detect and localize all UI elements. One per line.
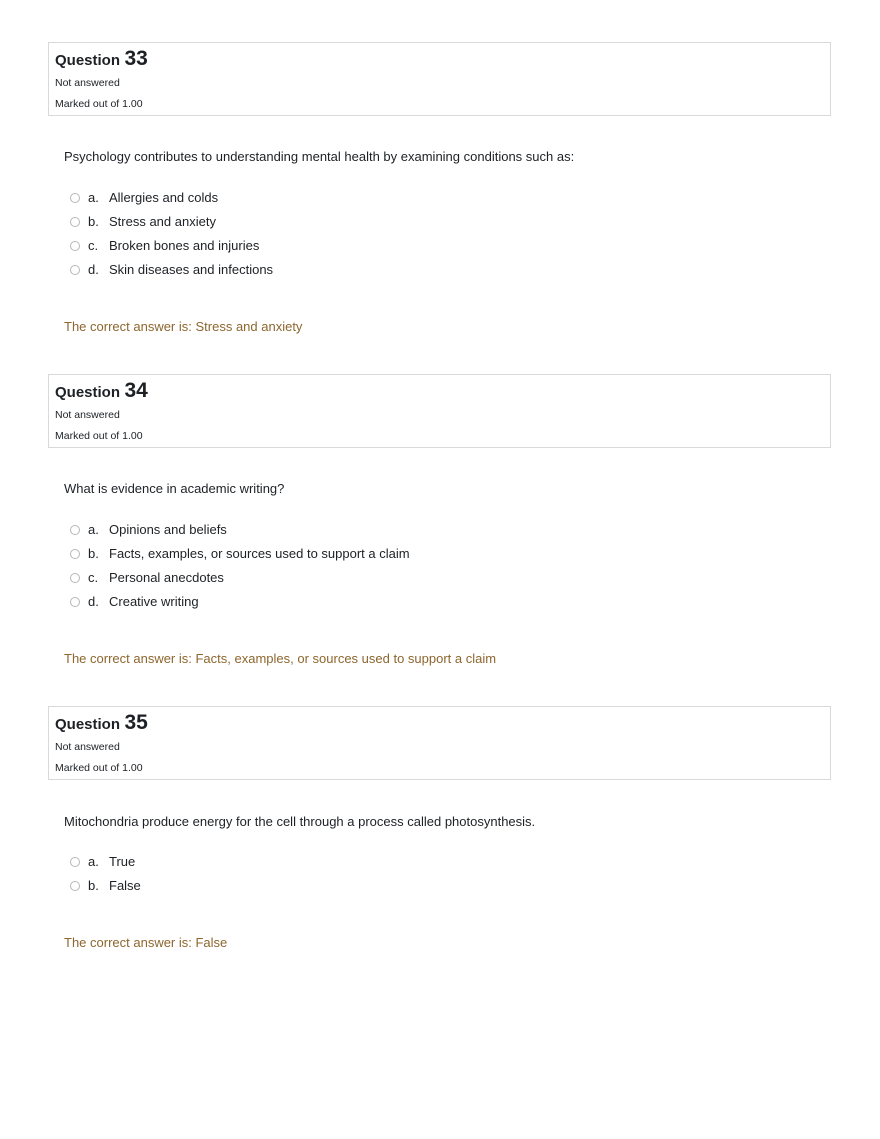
correct-answer-feedback: The correct answer is: False bbox=[64, 935, 228, 950]
question-label: Question bbox=[55, 52, 121, 69]
question-text: Mitochondria produce energy for the cell through a process called photosynthesis. bbox=[64, 814, 536, 829]
option-letter: c. bbox=[88, 237, 99, 253]
radio-button[interactable] bbox=[70, 573, 80, 583]
question-title bbox=[55, 711, 148, 735]
option-text: Stress and anxiety bbox=[109, 213, 216, 229]
question-state: Not answered bbox=[55, 77, 120, 89]
correct-answer-feedback: The correct answer is: Stress and anxiety bbox=[64, 319, 303, 334]
option-text: Opinions and beliefs bbox=[109, 521, 227, 537]
answer-option-c[interactable] bbox=[70, 235, 260, 255]
option-text: Skin diseases and infections bbox=[109, 261, 274, 277]
radio-button[interactable] bbox=[70, 217, 80, 227]
question-state: Not answered bbox=[55, 409, 120, 421]
question-title bbox=[55, 47, 148, 71]
question-mark: Marked out of 1.00 bbox=[55, 762, 143, 774]
radio-button[interactable] bbox=[70, 265, 80, 275]
correct-answer-feedback: The correct answer is: Facts, examples, or sources used to support a claim bbox=[64, 651, 497, 666]
question-number: 33 bbox=[124, 47, 148, 70]
radio-button[interactable] bbox=[70, 193, 80, 203]
option-text: Creative writing bbox=[109, 593, 199, 609]
answer-option-c[interactable] bbox=[70, 567, 224, 587]
question-mark: Marked out of 1.00 bbox=[55, 430, 143, 442]
option-letter: b. bbox=[88, 877, 99, 893]
answer-option-b[interactable] bbox=[70, 543, 410, 563]
answer-option-a[interactable] bbox=[70, 851, 136, 871]
option-text: Personal anecdotes bbox=[109, 569, 224, 585]
radio-button[interactable] bbox=[70, 881, 80, 891]
question-label: Question bbox=[55, 716, 121, 733]
question-number: 34 bbox=[124, 379, 148, 402]
option-text: Facts, examples, or sources used to support a claim bbox=[109, 545, 410, 561]
radio-button[interactable] bbox=[70, 241, 80, 251]
question-number: 35 bbox=[124, 711, 148, 734]
option-text: Allergies and colds bbox=[109, 189, 219, 205]
question-info-box bbox=[48, 42, 831, 116]
question-info-box bbox=[48, 706, 831, 780]
option-letter: a. bbox=[88, 189, 99, 205]
option-letter: c. bbox=[88, 569, 99, 585]
option-letter: b. bbox=[88, 545, 99, 561]
answer-option-b[interactable] bbox=[70, 875, 141, 895]
answer-option-a[interactable] bbox=[70, 519, 227, 539]
question-text: What is evidence in academic writing? bbox=[64, 481, 285, 496]
answer-option-d[interactable] bbox=[70, 591, 199, 611]
option-text: True bbox=[109, 853, 136, 869]
radio-button[interactable] bbox=[70, 549, 80, 559]
option-letter: a. bbox=[88, 521, 99, 537]
question-info-box bbox=[48, 374, 831, 448]
radio-button[interactable] bbox=[70, 857, 80, 867]
option-letter: d. bbox=[88, 261, 99, 277]
answer-option-a[interactable] bbox=[70, 187, 219, 207]
answer-option-d[interactable] bbox=[70, 259, 274, 279]
radio-button[interactable] bbox=[70, 525, 80, 535]
radio-button[interactable] bbox=[70, 597, 80, 607]
question-text: Psychology contributes to understanding mental health by examining conditions such as: bbox=[64, 149, 575, 164]
question-label: Question bbox=[55, 384, 121, 401]
option-letter: b. bbox=[88, 213, 99, 229]
answer-option-b[interactable] bbox=[70, 211, 216, 231]
option-text: Broken bones and injuries bbox=[109, 237, 260, 253]
option-letter: a. bbox=[88, 853, 99, 869]
question-title bbox=[55, 379, 148, 403]
question-mark: Marked out of 1.00 bbox=[55, 98, 143, 110]
option-text: False bbox=[109, 877, 141, 893]
question-state: Not answered bbox=[55, 741, 120, 753]
option-letter: d. bbox=[88, 593, 99, 609]
